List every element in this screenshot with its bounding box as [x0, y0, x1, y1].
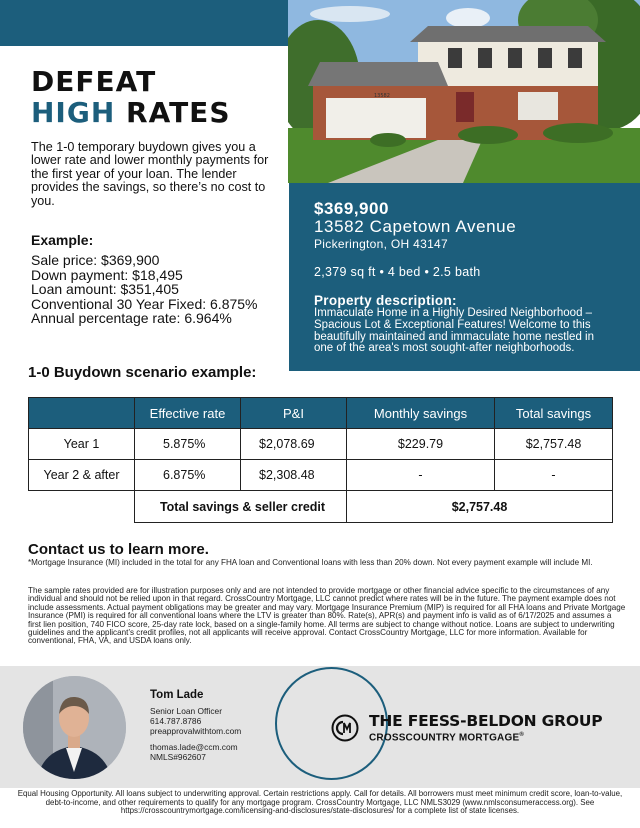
contact-title: Contact us to learn more. [28, 541, 209, 558]
property-city: Pickerington, OH 43147 [314, 237, 449, 251]
buydown-table [28, 397, 613, 523]
headline-line-2 [31, 97, 230, 128]
row-pi: $2,078.69 [241, 429, 347, 460]
example-down-payment: Down payment: $18,495 [31, 266, 183, 283]
example-title: Example: [31, 232, 94, 248]
row-total-savings: $2,757.48 [495, 429, 613, 460]
totals-label: Total savings & seller credit [135, 491, 347, 523]
table-row [29, 429, 613, 460]
row-monthly-savings: - [347, 460, 495, 491]
header-pi: P&I [241, 398, 347, 429]
loan-officer-email[interactable]: thomas.lade@ccm.com [150, 741, 238, 752]
property-price: $369,900 [314, 199, 389, 218]
row-label: Year 1 [29, 429, 135, 460]
header-total-savings: Total savings [495, 398, 613, 429]
brand-trademark: ® [519, 732, 524, 738]
mi-note: *Mortgage Insurance (MI) included in the total for any FHA loan and Conventional loans with less than 20% down. Not every payment example will include MI. [28, 558, 593, 567]
intro-paragraph: The 1-0 temporary buydown gives you a lower rate and lower monthly payments for the first year of your loan. The lender provides the savings, so there’s no cost to you. [31, 140, 269, 208]
loan-officer-details [150, 706, 241, 762]
brand-company-text: CROSSCOUNTRY MORTGAGE [369, 732, 520, 744]
house-photo [288, 0, 640, 183]
loan-officer-website[interactable]: preapprovalwithtom.com [150, 726, 242, 737]
property-description-title: Property description: [314, 293, 457, 308]
headline-rest: RATES [115, 96, 231, 129]
disclaimer: The sample rates provided are for illustration purposes only and are not intended to provide mortgage or other financial advice specific to the circumstances of any individual and should not be relied upon in that regard. CrossCountry Mortgage, LLC cannot predict where rates will be in the future. The payment example does not include assessments. Actual payment obligations may be greater and may vary. Mortgage Insurance Premium (MIP) is required for all FHA loans and Private Mortgage Insurance (PMI) is required for all conventional loans where the LTV is greater than 80%. Rate(s), APR(s) and payment info is valid as of 6/17/2025 and assumes a first lien position, 740 FICO score, 25-day rate lock, based on a single-family home. All terms are subject to change without notice. Loans are subject to underwriting guidelines and the applicant’s credit profiles, not all applicants will receive approval. Contact CrossCountry Mortgage, LLC for more information. Available for conventional, FHA, VA, and USDA loans only. [28, 586, 626, 646]
example-sale-price: Sale price: $369,900 [31, 252, 160, 268]
table-header-row [29, 398, 613, 429]
row-rate: 5.875% [135, 429, 241, 460]
property-address: 13582 Capetown Avenue [314, 217, 517, 236]
headline-line-1: DEFEAT [31, 65, 157, 98]
example-loan-amount: Loan amount: $351,405 [31, 281, 179, 298]
header-accent-bar [0, 0, 288, 46]
headline-accent-word: HIGH [31, 96, 116, 129]
brand-group-name: THE FEESS-BELDON GROUP [369, 712, 603, 730]
brand-company-name [369, 732, 524, 743]
header-effective-rate: Effective rate [135, 398, 241, 429]
loan-officer-nmls: NMLS#962607 [150, 751, 206, 762]
totals-value: $2,757.48 [347, 491, 613, 523]
row-pi: $2,308.48 [241, 460, 347, 491]
property-specs: 2,379 sq ft • 4 bed • 2.5 bath [314, 265, 481, 279]
row-total-savings: - [495, 460, 613, 491]
example-loan-type: Conventional 30 Year Fixed: 6.875% [31, 295, 258, 312]
property-panel [289, 183, 640, 371]
header-monthly-savings: Monthly savings [347, 398, 495, 429]
example-details [31, 253, 286, 326]
loan-officer-phone[interactable]: 614.787.8786 [150, 716, 202, 727]
house-number: 13582 [374, 93, 390, 99]
totals-row [29, 491, 613, 523]
avatar [23, 676, 126, 779]
ccm-logo-icon [331, 714, 359, 742]
property-description: Immaculate Home in a Highly Desired Neighborhood – Spacious Lot & Exceptional Features! Welcome to this beautifully maintained and immaculate home nestled in one of the area's most sought-after neighborhoods. [314, 307, 594, 355]
loan-officer-title: Senior Loan Officer [150, 706, 223, 716]
totals-blank [29, 491, 135, 523]
example-apr: Annual percentage rate: 6.964% [31, 310, 232, 327]
table-row [29, 460, 613, 491]
row-rate: 6.875% [135, 460, 241, 491]
scenario-title: 1-0 Buydown scenario example: [28, 364, 257, 381]
loan-officer-name: Tom Lade [150, 689, 204, 701]
equal-housing-disclaimer: Equal Housing Opportunity. All loans subject to underwriting approval. Certain restrictions apply. Call for details. All borrowers must meet minimum credit score, loan-to-value, debt-to-income, and other requirements to qualify for any mortgage program. CrossCountry Mortgage, LLC NMLS3029 (www.nmlsconsumeraccess.org). See https://crosscountrymortgage.com/licensing-and-disclosures/state-disclosures/ for a complete list of state licenses. [17, 789, 623, 816]
header-blank [29, 398, 135, 429]
row-monthly-savings: $229.79 [347, 429, 495, 460]
row-label: Year 2 & after [29, 460, 135, 491]
headline [31, 66, 230, 128]
